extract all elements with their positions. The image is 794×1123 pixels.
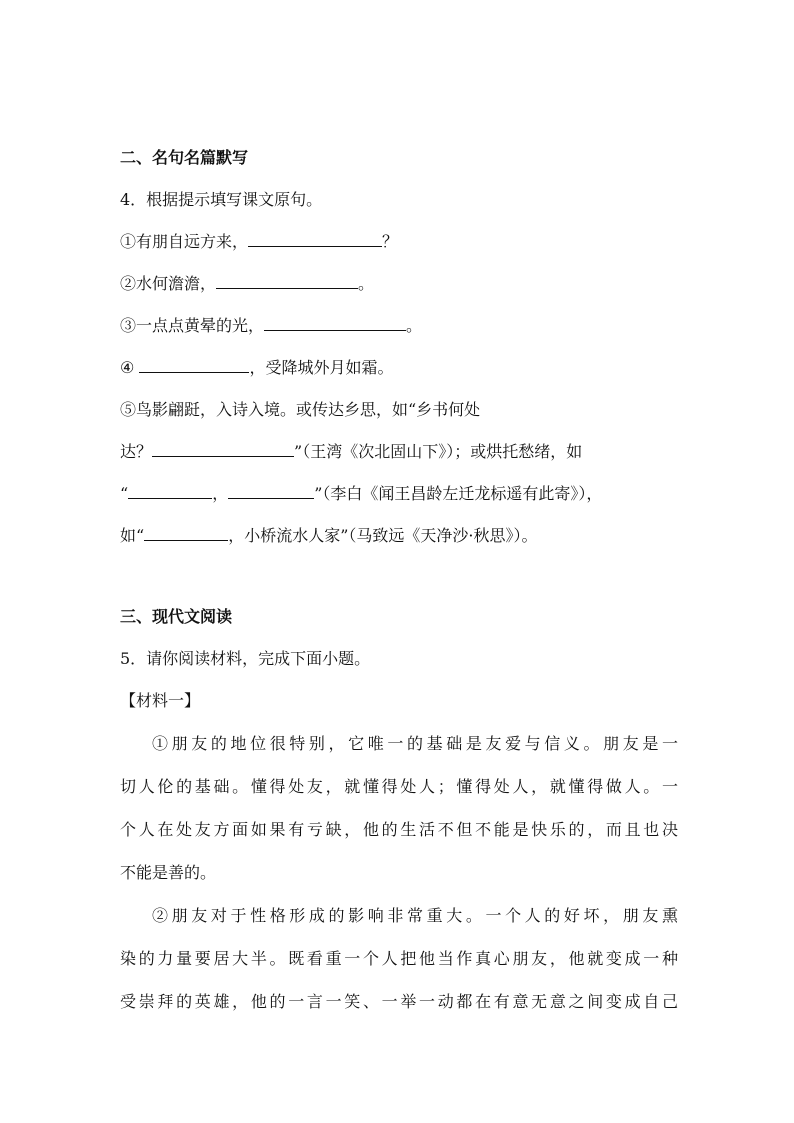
paragraph-1-line: 切人伦的基础。懂得处友，就懂得处人；懂得处人，就懂得做人。一 (120, 777, 678, 796)
fill-item-text: 。 (406, 316, 423, 335)
paragraph-1-line: 不能是善的。 (120, 863, 217, 882)
fill-item-text: ②水何澹澹， (120, 274, 217, 293)
fill-item-text: “ (120, 484, 129, 503)
fill-item-text: ， (212, 484, 229, 503)
question-4-prompt: 4．根据提示填写课文原句。 (120, 190, 323, 209)
paragraph-1-line: ①朋友的地位很特别，它唯一的基础是友爱与信义。朋友是一 (152, 734, 678, 753)
paragraph-2-line: ②朋友对于性格形成的影响非常重大。一个人的好坏，朋友熏 (152, 906, 678, 925)
fill-item-text: 如“ (120, 526, 145, 545)
fill-item-5-line-2 (120, 440, 680, 464)
answer-blank[interactable] (144, 524, 228, 541)
answer-blank[interactable] (248, 230, 382, 247)
fill-item-text: ，受降城外月如霜。 (249, 358, 394, 377)
answer-blank[interactable] (139, 356, 249, 373)
fill-item-text: 。 (358, 274, 375, 293)
fill-item-2 (120, 272, 680, 296)
fill-item-text: ”（王湾《次北固山下》）；或烘托愁绪，如 (294, 442, 583, 461)
fill-item-5-line-3 (120, 482, 680, 506)
answer-blank[interactable] (152, 440, 294, 457)
fill-item-text: ，小桥流水人家”（马致远《天净沙·秋思》）。 (228, 526, 538, 545)
answer-blank[interactable] (216, 272, 358, 289)
fill-item-text: ？ (382, 232, 399, 251)
fill-item-text: ”（李白《闻王昌龄左迁龙标遥有此寄》）， (314, 484, 603, 503)
fill-item-3 (120, 314, 680, 338)
question-5-prompt: 5．请你阅读材料，完成下面小题。 (120, 649, 371, 668)
paragraph-2-line: 受崇拜的英雄，他的一言一笑、一举一动都在有意无意之间变成自己 (120, 992, 678, 1011)
section-heading-reading: 三、现代文阅读 (120, 607, 233, 626)
section-heading-recitation: 二、名句名篇默写 (120, 148, 249, 167)
fill-item-4 (120, 356, 680, 380)
answer-blank[interactable] (128, 482, 212, 499)
paragraph-2-line: 染的力量要居大半。既看重一个人把他当作真心朋友，他就变成一种 (120, 949, 678, 968)
fill-item-5-line-4 (120, 524, 680, 548)
paragraph-1-line: 个人在处友方面如果有亏缺，他的生活不但不能是快乐的，而且也决 (120, 820, 678, 839)
fill-item-5-line-1: ⑤鸟影翩跹，入诗入境。或传达乡思，如“乡书何处 (120, 400, 481, 419)
answer-blank[interactable] (264, 314, 406, 331)
fill-item-text: 达？ (120, 442, 153, 461)
fill-item-1 (120, 230, 680, 254)
answer-blank[interactable] (228, 482, 314, 499)
material-label: 【材料一】 (120, 691, 201, 710)
fill-item-text: ③一点点黄晕的光， (120, 316, 265, 335)
fill-item-text: ④ (120, 358, 140, 377)
fill-item-text: ①有朋自远方来， (120, 232, 249, 251)
